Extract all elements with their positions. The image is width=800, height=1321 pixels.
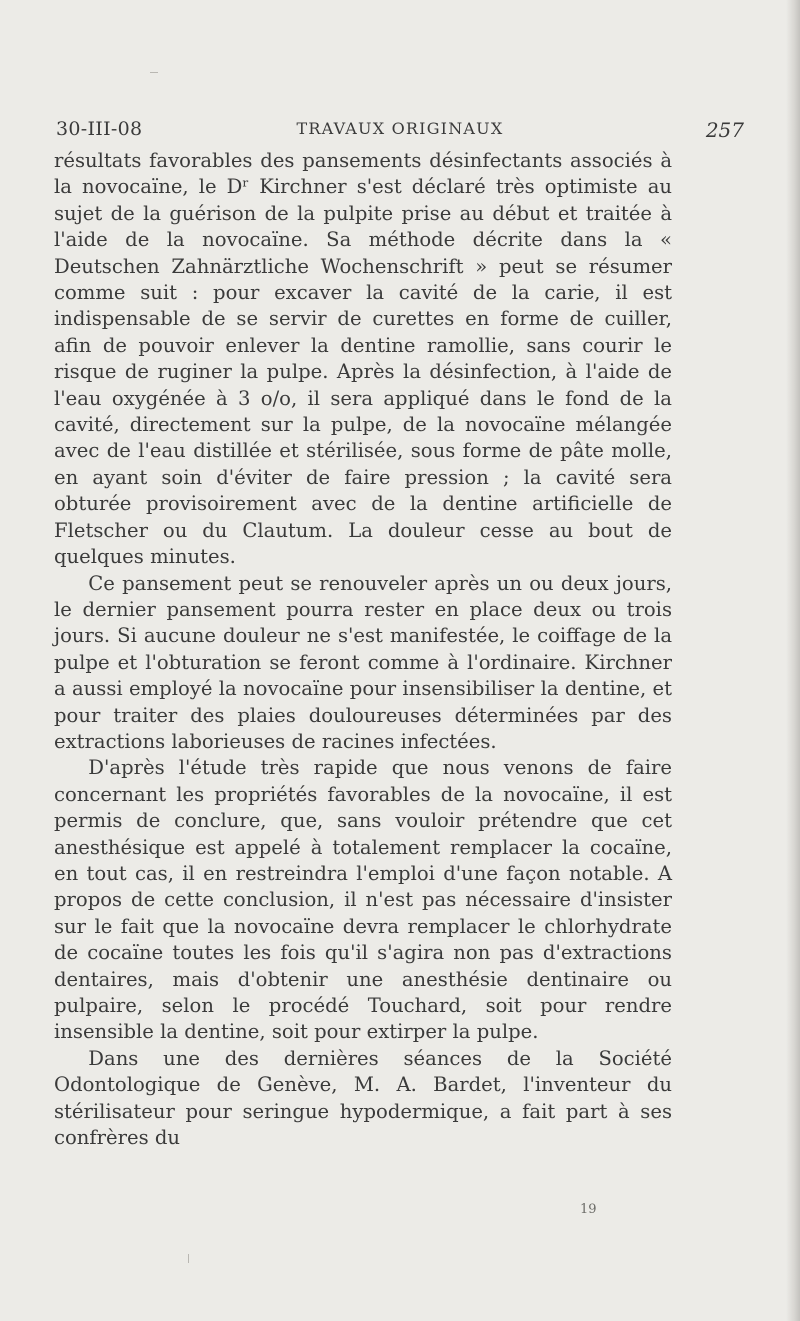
print-speck	[150, 72, 158, 73]
paragraph: D'après l'étude très rapide que nous venons de faire concernant les propriétés favorables de la novocaïne, il est permis de conclure, que, sans vouloir prétendre que cet anesthésique est appelé à totalement remplacer la cocaïne, en tout cas, il en restreindra l'emploi d'une façon notable. A propos de cette conclusion, il n'est pas nécessaire d'insister sur le fait que la novocaïne devra remplacer le chlorhydrate de cocaïne toutes les fois qu'il s'agira non pas d'extractions dentaires, mais d'obtenir une anesthésie dentinaire ou pulpaire, selon le procédé Touchard, soit pour rendre insensible la dentine, soit pour extirper la pulpe.	[54, 756, 672, 1044]
running-header	[56, 118, 744, 144]
print-speck	[188, 1254, 189, 1263]
paragraph: résultats favorables des pansements désinfectants associés à la novocaïne, le Dʳ Kirchner s'est déclaré très optimiste au sujet de la guérison de la pulpite prise au début et traitée à l'aide de la novocaïne. Sa méthode décrite dans la « Deutschen Zahnärztliche Wochenschrift » peut se résumer comme suit : pour excaver la cavité de la carie, il est indispensable de se servir de curettes en forme de cuiller, afin de pouvoir enlever la dentine ramollie, sans courir le risque de ruginer la pulpe. Après la désinfection, à l'aide de l'eau oxygénée à 3 o/o, il sera appliqué dans le fond de la cavité, directement sur la pulpe, de la novocaïne mélangée avec de l'eau distillée et stérilisée, sous forme de pâte molle, en ayant soin d'éviter de faire pression ; la cavité sera obturée provisoirement avec de la dentine artificielle de Fletscher ou du Clautum. La douleur cesse au bout de quelques minutes.	[54, 149, 672, 569]
printer-signature-mark: 19	[580, 1202, 597, 1217]
paragraph: Ce pansement peut se renouveler après un ou deux jours, le dernier pansement pourra rester en place deux ou trois jours. Si aucune douleur ne s'est manifestée, le coiffage de la pulpe et l'obturation se feront comme à l'ordinaire. Kirchner a aussi employé la novocaïne pour insensibiliser la dentine, et pour traiter des plaies douloureuses déterminées par des extractions laborieuses de racines infectées.	[54, 571, 672, 753]
article-body	[54, 148, 672, 1151]
issue-date: 30-III-08	[56, 118, 143, 140]
paragraph: Dans une des dernières séances de la Société Odontologique de Genève, M. A. Bardet, l'inventeur du stérilisateur pour seringue hypodermique, a fait part à ses confrères du	[54, 1046, 672, 1150]
running-title: TRAVAUX ORIGINAUX	[296, 119, 504, 138]
page-number: 257	[705, 118, 744, 142]
page-edge-shadow	[786, 0, 800, 1321]
